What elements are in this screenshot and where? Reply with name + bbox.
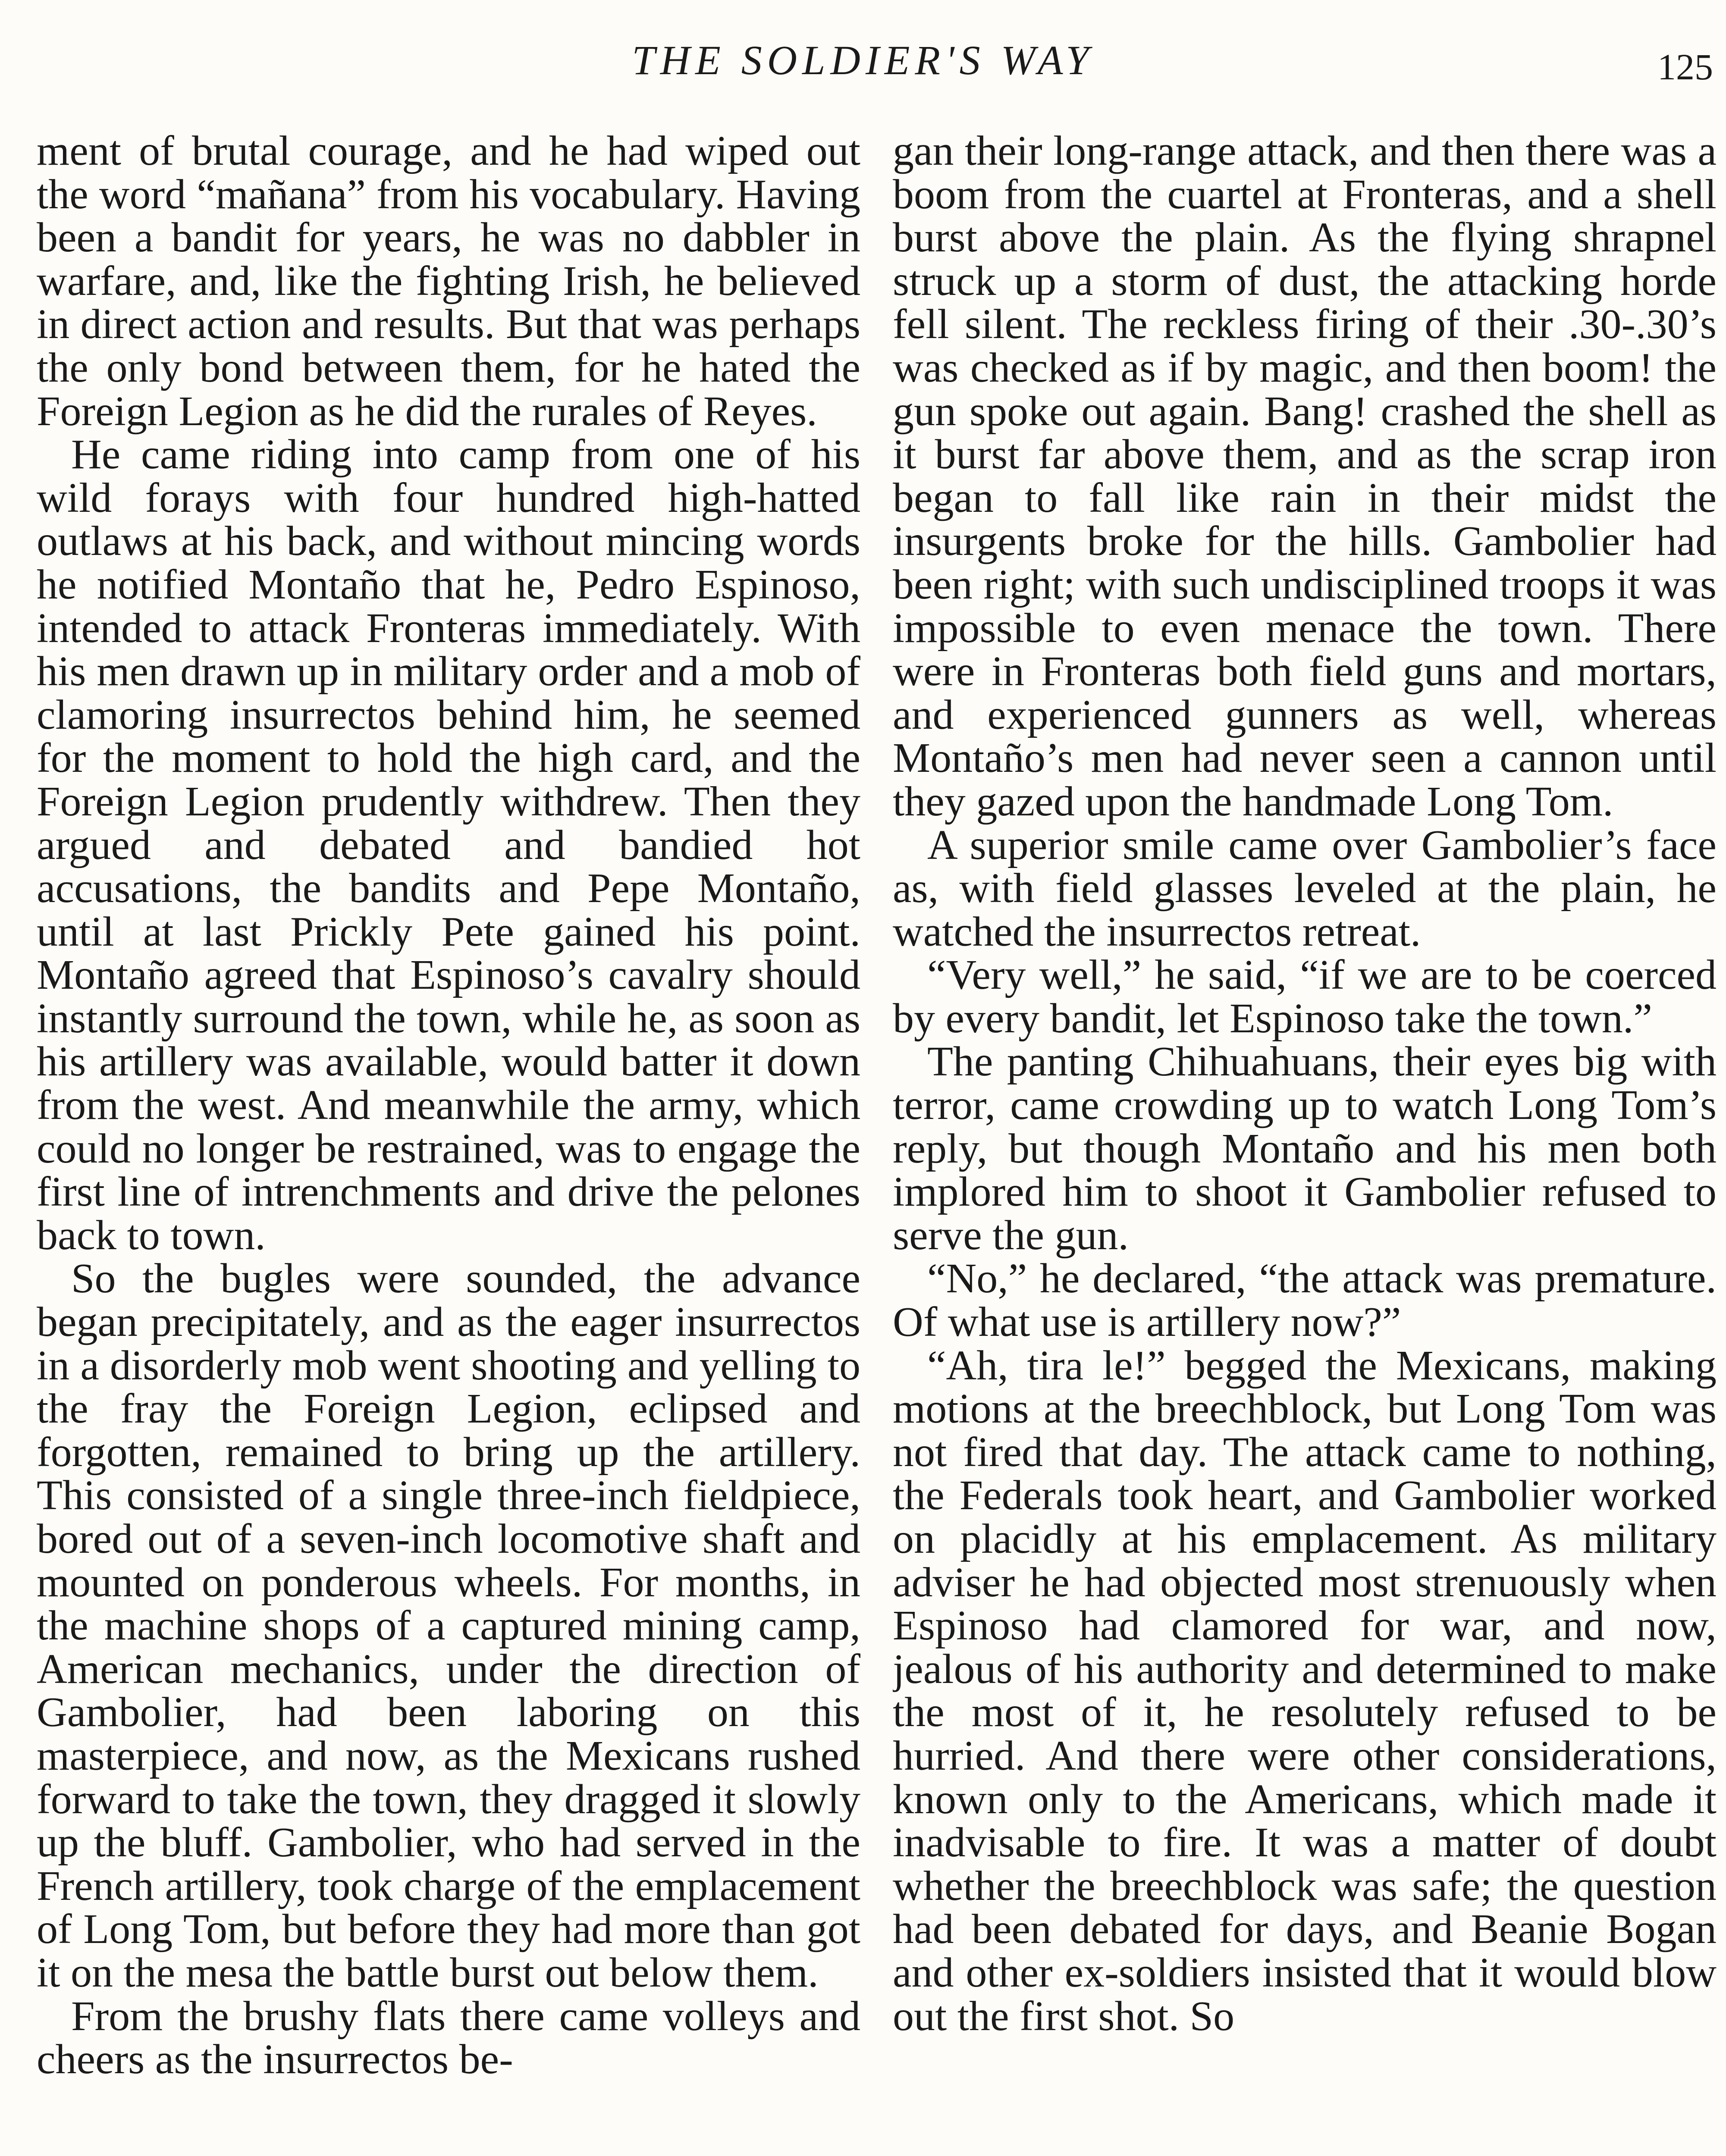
running-head: THE SOLDIER'S WAY [632, 37, 1094, 83]
paragraph: He came riding into camp from one of his wild forays with four hundred high-hatted outlaws at his back, and without mincing words he notified Montaño that he, Pedro Espinoso, intended to attack Fronteras immediately. With his men drawn up in military order and a mob of clamoring insurrectos behind him, he seemed for the moment to hold the high card, and the Foreign Legion prudently withdrew. Then they argued and debated and bandied hot accusations, the bandits and Pepe Montaño, until at last Prickly Pete gained his point. Montaño agreed that Espinoso’s cavalry should instantly surround the town, while he, as soon as his artillery was available, would batter it down from the west. And meanwhile the army, which could no longer be restrained, was to engage the first line of intrenchments and drive the pelones back to town. [37, 431, 860, 1259]
left-column [37, 129, 860, 2156]
paragraph: “Very well,” he said, “if we are to be coerced by every bandit, let Espinoso take the town.” [893, 952, 1717, 1042]
paragraph: From the brushy flats there came volleys and cheers as the insurrectos be- [37, 1993, 860, 2083]
page-number: 125 [1657, 46, 1713, 88]
paragraph: “Ah, tira le!” begged the Mexicans, making motions at the breechblock, but Long Tom was not fired that day. The attack came to nothing, the Federals took heart, and Gambolier worked on placidly at his emplacement. As military adviser he had objected most strenuously when Espinoso had clamored for war, and now, jealous of his authority and determined to make the most of it, he resolutely refused to be hurried. And there were other considerations, known only to the Americans, which made it inadvisable to fire. It was a matter of doubt whether the breechblock was safe; the question had been debated for days, and Beanie Bogan and other ex-soldiers insisted that it would blow out the first shot. So [893, 1342, 1717, 2040]
paragraph: So the bugles were sounded, the advance began precipitately, and as the eager insurrectos in a disorderly mob went shooting and yelling to the fray the Foreign Legion, eclipsed and forgotten, remained to bring up the artillery. This consisted of a single three-inch fieldpiece, bored out of a seven-inch locomotive shaft and mounted on ponderous wheels. For months, in the machine shops of a captured mining camp, American mechanics, under the direction of Gambolier, had been laboring on this masterpiece, and now, as the Mexicans rushed forward to take the town, they dragged it slowly up the bluff. Gambolier, who had served in the French artillery, took charge of the emplacement of Long Tom, but before they had more than got it on the mesa the battle burst out below them. [37, 1255, 860, 1996]
paragraph: The panting Chihuahuans, their eyes big with terror, came crowding up to watch Long Tom’s reply, but though Montaño and his men both implored him to shoot it Gambolier refused to serve the gun. [893, 1038, 1717, 1259]
paragraph: gan their long-range attack, and then there was a boom from the cuartel at Fronteras, and a shell burst above the plain. As the flying shrapnel struck up a storm of dust, the attacking horde fell silent. The reckless firing of their .30-.30’s was checked as if by magic, and then boom! the gun spoke out again. Bang! crashed the shell as it burst far above them, and as the scrap iron began to fall like rain in their midst the insurgents broke for the hills. Gambolier had been right; with such undisciplined troops it was impossible to even menace the town. There were in Fronteras both field guns and mortars, and experienced gunners as well, whereas Montaño’s men had never seen a cannon until they gazed upon the handmade Long Tom. [893, 129, 1717, 825]
right-column [893, 129, 1717, 2156]
paragraph: ment of brutal courage, and he had wiped out the word “mañana” from his vocabulary. Having been a bandit for years, he was no dabbler in warfare, and, like the fighting Irish, he believed in direct action and results. But that was perhaps the only bond between them, for he hated the Foreign Legion as he did the rurales of Reyes. [37, 129, 860, 435]
paragraph: “No,” he declared, “the attack was premature. Of what use is artillery now?” [893, 1255, 1717, 1346]
paragraph: A superior smile came over Gambolier’s face as, with field glasses leveled at the plain, he watched the insurrectos retreat. [893, 821, 1717, 955]
